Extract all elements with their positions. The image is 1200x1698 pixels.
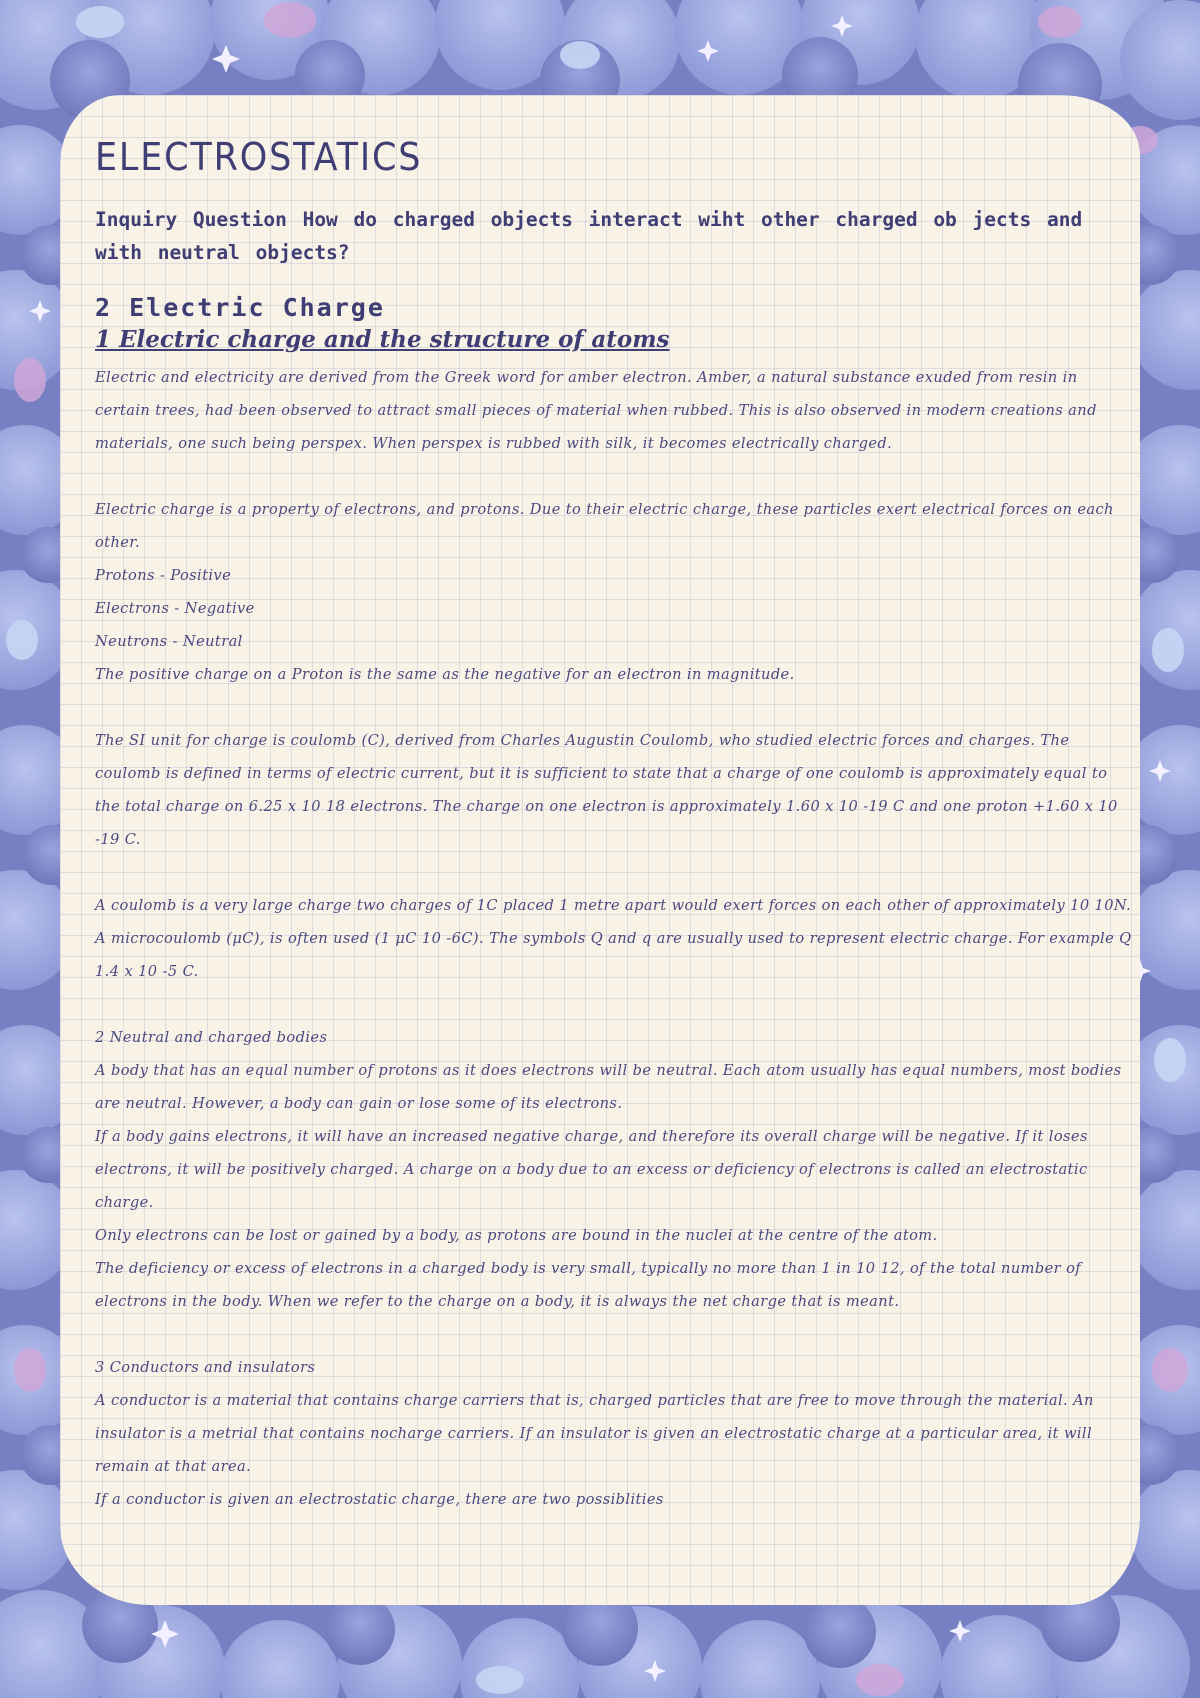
list-item-electrons: Electrons - Negative xyxy=(95,600,255,617)
spacer xyxy=(95,988,1135,1021)
paragraph-gains-electrons: If a body gains electrons, it will have an increased negative charge, and therefore its overall charge will be negative. If it loses electrons, it will be positively charged. A charge on a body due to an excess or deficiency of electrons is called an electrostatic charge. xyxy=(95,1128,1088,1211)
paragraph-only-electrons: Only electrons can be lost or gained by a body, as protons are bound in the nuclei at the centre of the atom. xyxy=(95,1227,938,1244)
paragraph-deficiency: The deficiency or excess of electrons in a charged body is very small, typically no more than 1 in 10 12, of the total number of electrons in the body. When we refer to the charge on a body, it is always the net charge that is meant. xyxy=(95,1260,1082,1310)
paragraph-coulomb: A coulomb is a very large charge two charges of 1C placed 1 metre apart would exert forces on each other of approximately 10 10N. A microcoulomb (μC), is often used (1 μC 10 -6C). The symbols Q and q are usually used to represent electric charge. For example Q 1.4 x 10 -5 C. xyxy=(95,897,1132,980)
list-item-neutrons: Neutrons - Neutral xyxy=(95,633,243,650)
paragraph-amber: Electric and electricity are derived from the Greek word for amber electron. Amber, a natural substance exuded from resin in certain trees, had been observed to attract small pieces of material when rubbed. This is also observed in modern creations and materials, one such being perspex. When perspex is rubbed with silk, it becomes electrically charged. xyxy=(95,369,1097,452)
section-heading: 2 Electric Charge xyxy=(95,293,385,322)
paragraph-si-unit: The SI unit for charge is coulomb (C), derived from Charles Augustin Coulomb, who studied electric forces and charges. The coulomb is defined in terms of electric current, but it is sufficient to state that a charge of one coulomb is approximately equal to the total charge on 6.25 x 10 18 electrons. The charge on one electron is approximately 1.60 x 10 -19 C and one proton +1.60 x 10 -19 C. xyxy=(95,732,1118,848)
paragraph-magnitude: The positive charge on a Proton is the same as the negative for an electron in magnitude. xyxy=(95,666,795,683)
paragraph-electric-charge: Electric charge is a property of electrons, and protons. Due to their electric charge, these particles exert electrical forces on each other. xyxy=(95,501,1114,551)
spacer xyxy=(95,460,1135,493)
paragraph-conductor-possibilities: If a conductor is given an electrostatic charge, there are two possiblities xyxy=(95,1491,664,1508)
paragraph-conductor-definition: A conductor is a material that contains charge carriers that is, charged particles that are free to move through the material. An insulator is a metrial that contains nocharge carriers. If an insulator is given an electrostatic charge at a particular area, it will remain at that area. xyxy=(95,1392,1094,1475)
spacer xyxy=(95,856,1135,889)
subheading-conductors-insulators: 3 Conductors and insulators xyxy=(95,1359,316,1376)
subsection-heading: 1 Electric charge and the structure of atoms xyxy=(95,326,670,353)
inquiry-question: Inquiry Question How do charged objects interact wiht other charged ob jects and with neutral objects? xyxy=(95,208,1083,264)
page-title: ELECTROSTATICS xyxy=(95,135,423,179)
subheading-neutral-charged: 2 Neutral and charged bodies xyxy=(95,1029,328,1046)
spacer xyxy=(95,1318,1135,1351)
spacer xyxy=(95,691,1135,724)
document-content xyxy=(95,135,1135,1516)
paragraph-neutral-body: A body that has an equal number of protons as it does electrons will be neutral. Each atom usually has equal numbers, most bodies are neutral. However, a body can gain or lose some of its electrons. xyxy=(95,1062,1122,1112)
list-item-protons: Protons - Positive xyxy=(95,567,232,584)
